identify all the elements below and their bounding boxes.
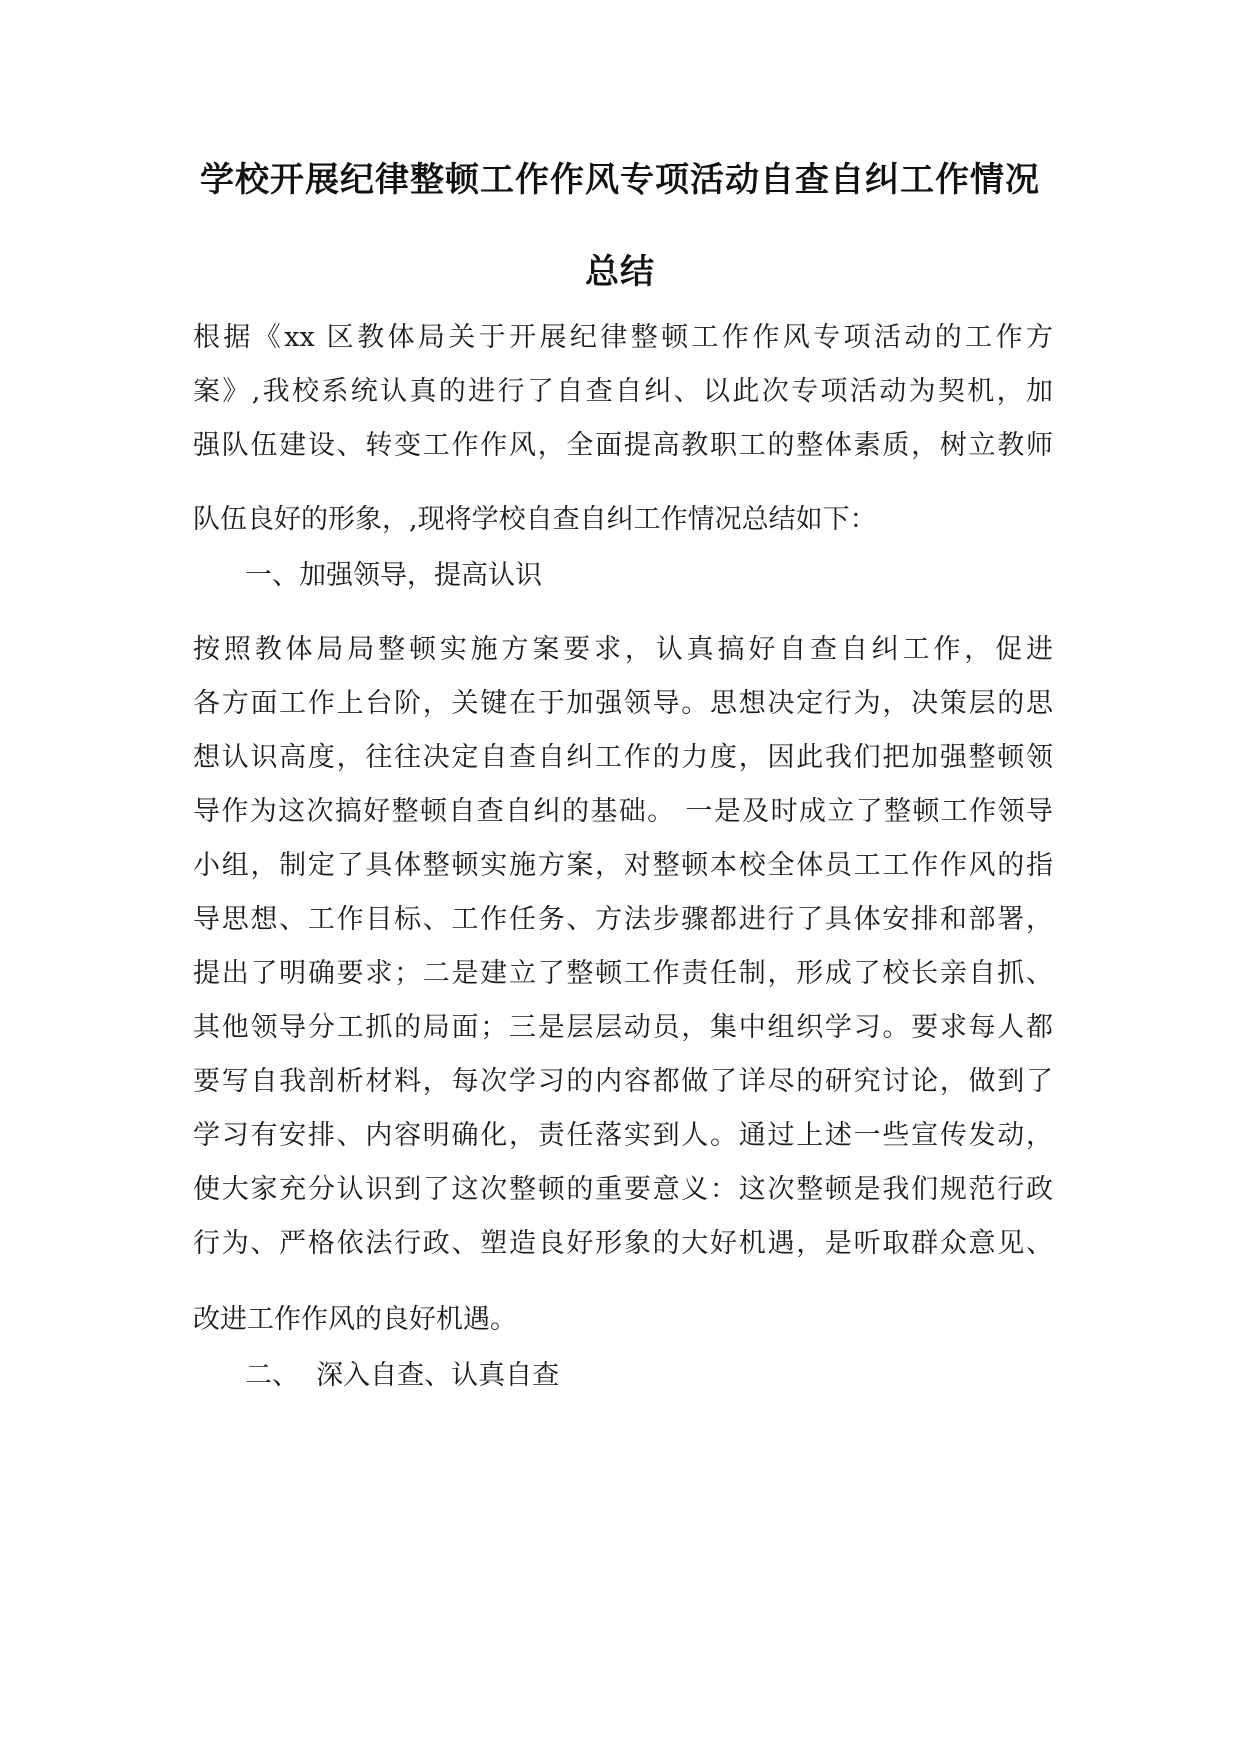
section-1-line-1: 按照教体局局整顿实施方案要求，认真搞好自查自纠工作，促进 xyxy=(193,634,1053,665)
section-1-line-5: 小组，制定了具体整顿实施方案，对整顿本校全体员工工作作风的指 xyxy=(193,850,1053,881)
section-1-line-9: 要写自我剖析材料，每次学习的内容都做了详尽的研究讨论，做到了 xyxy=(193,1066,1053,1097)
document-title-line-2: 总结 xyxy=(585,252,655,292)
intro-line-4: 队伍良好的形象，,现将学校自查自纠工作情况总结如下： xyxy=(193,504,877,535)
intro-line-2: 案》,我校系统认真的进行了自查自纠、以此次专项活动为契机，加 xyxy=(193,376,1053,407)
section-1-line-8: 其他领导分工抓的局面；三是层层动员，集中组织学习。要求每人都 xyxy=(193,1012,1053,1043)
intro-line-3: 强队伍建设、转变工作作风，全面提高教职工的整体素质，树立教师 xyxy=(193,430,1053,461)
section-1-line-2: 各方面工作上台阶，关键在于加强领导。思想决定行为，决策层的思 xyxy=(193,688,1053,719)
section-1-line-12: 行为、严格依法行政、塑造良好形象的大好机遇，是听取群众意见、 xyxy=(193,1228,1053,1259)
section-1-line-4: 导作为这次搞好整顿自查自纠的基础。 一是及时成立了整顿工作领导 xyxy=(193,796,1053,827)
section-1-line-7: 提出了明确要求；二是建立了整顿工作责任制，形成了校长亲自抓、 xyxy=(193,958,1053,989)
document-title-line-1: 学校开展纪律整顿工作作风专项活动自查自纠工作情况 xyxy=(200,160,1040,200)
section-1-line-6: 导思想、工作目标、工作任务、方法步骤都进行了具体安排和部署， xyxy=(193,904,1053,935)
section-1-line-13: 改进工作作风的良好机遇。 xyxy=(193,1304,517,1335)
section-1-line-3: 想认识高度，往往决定自查自纠工作的力度，因此我们把加强整顿领 xyxy=(193,742,1053,773)
section-1-heading: 一、加强领导，提高认识 xyxy=(245,560,542,591)
intro-line-1: 根据《xx 区教体局关于开展纪律整顿工作作风专项活动的工作方 xyxy=(193,322,1053,353)
section-2-heading: 二、 深入自查、认真自查 xyxy=(245,1360,560,1391)
section-1-line-11: 使大家充分认识到了这次整顿的重要意义：这次整顿是我们规范行政 xyxy=(193,1174,1053,1205)
section-1-line-10: 学习有安排、内容明确化，责任落实到人。通过上述一些宣传发动， xyxy=(193,1120,1053,1151)
